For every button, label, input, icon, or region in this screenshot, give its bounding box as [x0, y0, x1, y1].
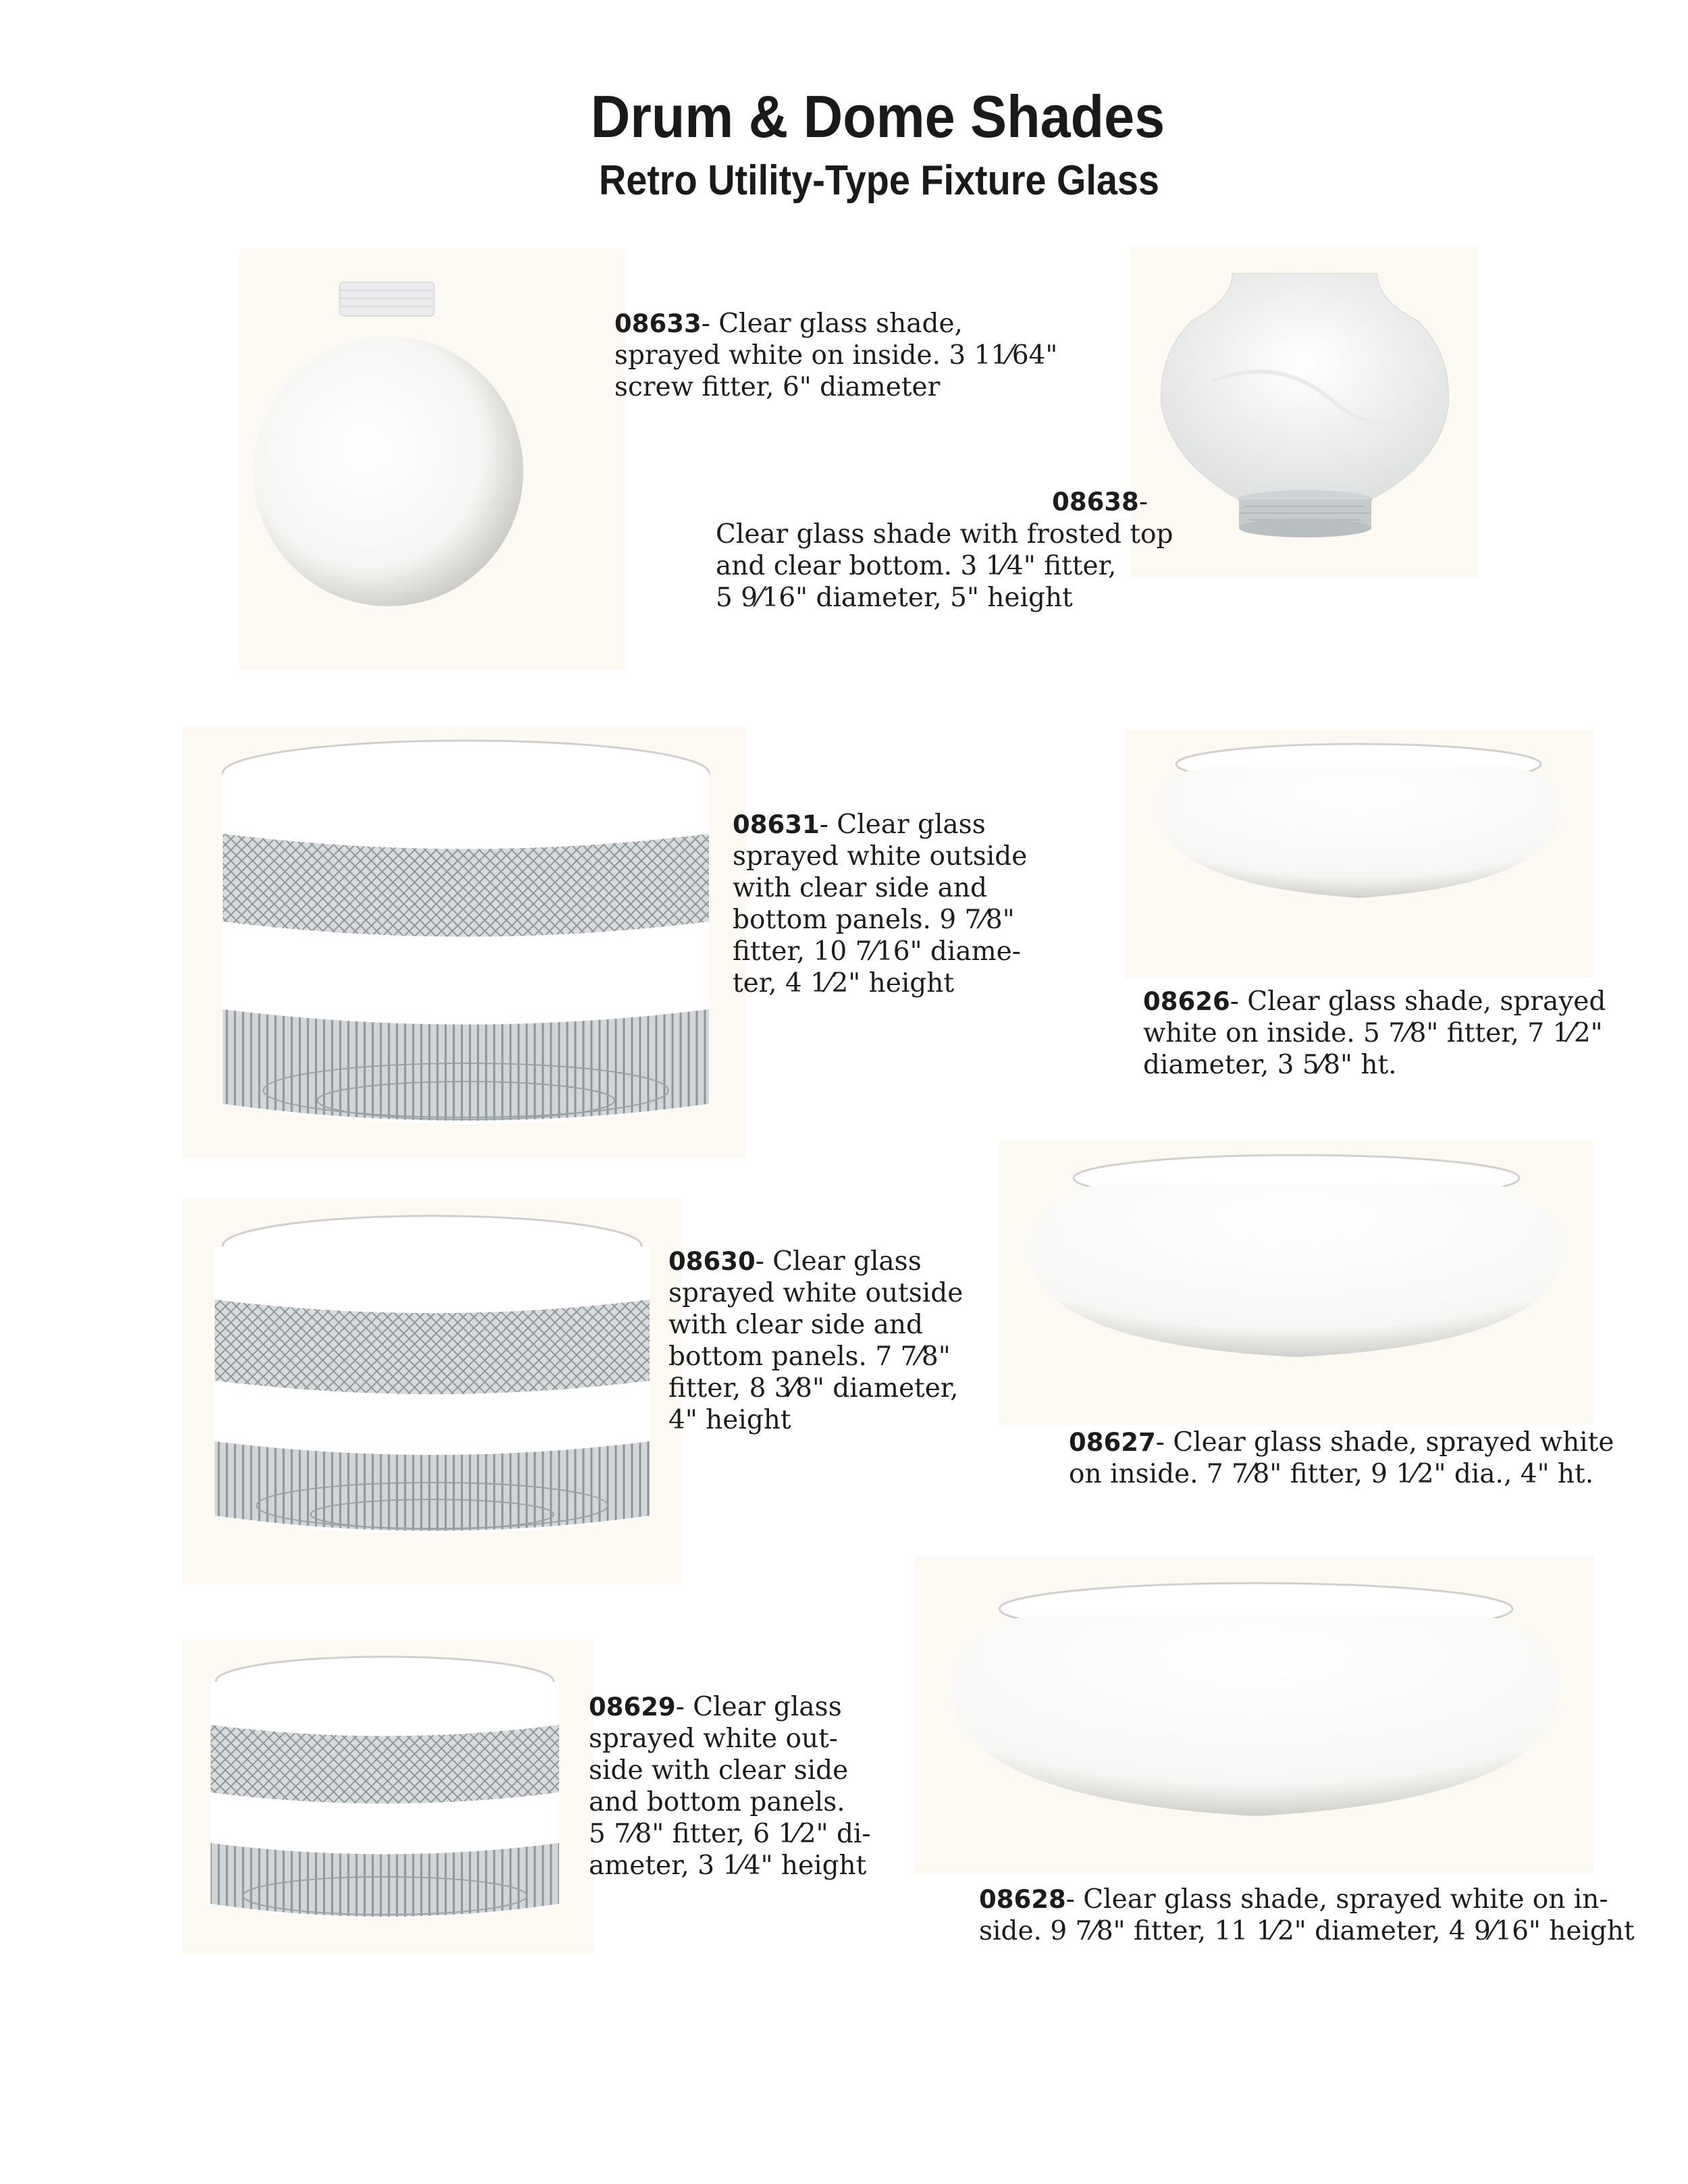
product-photo-08629: [182, 1641, 594, 1954]
product-photo-08626: [1124, 729, 1593, 978]
product-description-08638-body: Clear glass shade with frosted top and clear bottom. 3 1⁄4" fitter, 5 9⁄16" diameter, 5" height: [716, 519, 1173, 613]
product-photo-08627: [999, 1141, 1593, 1424]
frosted-shade-image: [1131, 246, 1479, 577]
sku-08628: 08628: [979, 1885, 1066, 1914]
product-description-08629: 08629- Clear glass sprayed white out- side with clear side and bottom panels. 5 7⁄8" fitter, 6 1⁄2" di- ameter, 3 1⁄4" height: [589, 1692, 871, 1881]
product-description-08631: 08631- Clear glass sprayed white outside with clear side and bottom panels. 9 7⁄8" fitter, 10 7⁄16" diame- ter, 4 1⁄2" height: [733, 809, 1028, 998]
drum-shade-image-medium: [182, 1198, 682, 1584]
dome-shade-image-large: [915, 1556, 1593, 1873]
product-photo-08638: [1131, 246, 1479, 577]
sku-08631: 08631: [733, 810, 820, 839]
product-photo-08631: [182, 726, 746, 1158]
product-photo-08633: [240, 248, 625, 670]
sku-08630: 08630: [668, 1247, 756, 1276]
product-description-08638: 08638-: [1052, 487, 1148, 517]
dome-shade-image-small: [1124, 729, 1593, 978]
product-description-08630: 08630- Clear glass sprayed white outside with clear side and bottom panels. 7 7⁄8" fitter, 8 3⁄8" diameter, 4" height: [668, 1246, 964, 1435]
product-photo-08628: [915, 1556, 1593, 1873]
sku-08638: 08638: [1052, 487, 1139, 516]
product-description-08627: 08627- Clear glass shade, sprayed white on inside. 7 7⁄8" fitter, 9 1⁄2" dia., 4" ht.: [1069, 1427, 1614, 1489]
sku-08626: 08626: [1143, 987, 1230, 1016]
sku-08627: 08627: [1069, 1428, 1156, 1457]
drum-shade-image-large: [182, 726, 746, 1158]
sku-08633: 08633: [614, 309, 702, 338]
drum-shade-image-small: [182, 1641, 594, 1954]
product-photo-08630: [182, 1198, 682, 1584]
page-subtitle: Retro Utility-Type Fixture Glass: [599, 157, 1159, 204]
page-title: Drum & Dome Shades: [590, 83, 1165, 150]
sku-08629: 08629: [589, 1693, 676, 1722]
product-description-08628: 08628- Clear glass shade, sprayed white on in- side. 9 7⁄8" fitter, 11 1⁄2" diameter, 4 9⁄16" height: [979, 1884, 1635, 1946]
dome-shade-image-medium: [999, 1141, 1593, 1424]
product-description-08626: 08626- Clear glass shade, sprayed white on inside. 5 7⁄8" fitter, 7 1⁄2" diameter, 3 5⁄8" ht.: [1143, 986, 1606, 1080]
product-description-08633: 08633- Clear glass shade, sprayed white on inside. 3 11⁄64" screw fitter, 6" diameter: [614, 309, 1058, 402]
globe-shade-image: [240, 248, 625, 670]
